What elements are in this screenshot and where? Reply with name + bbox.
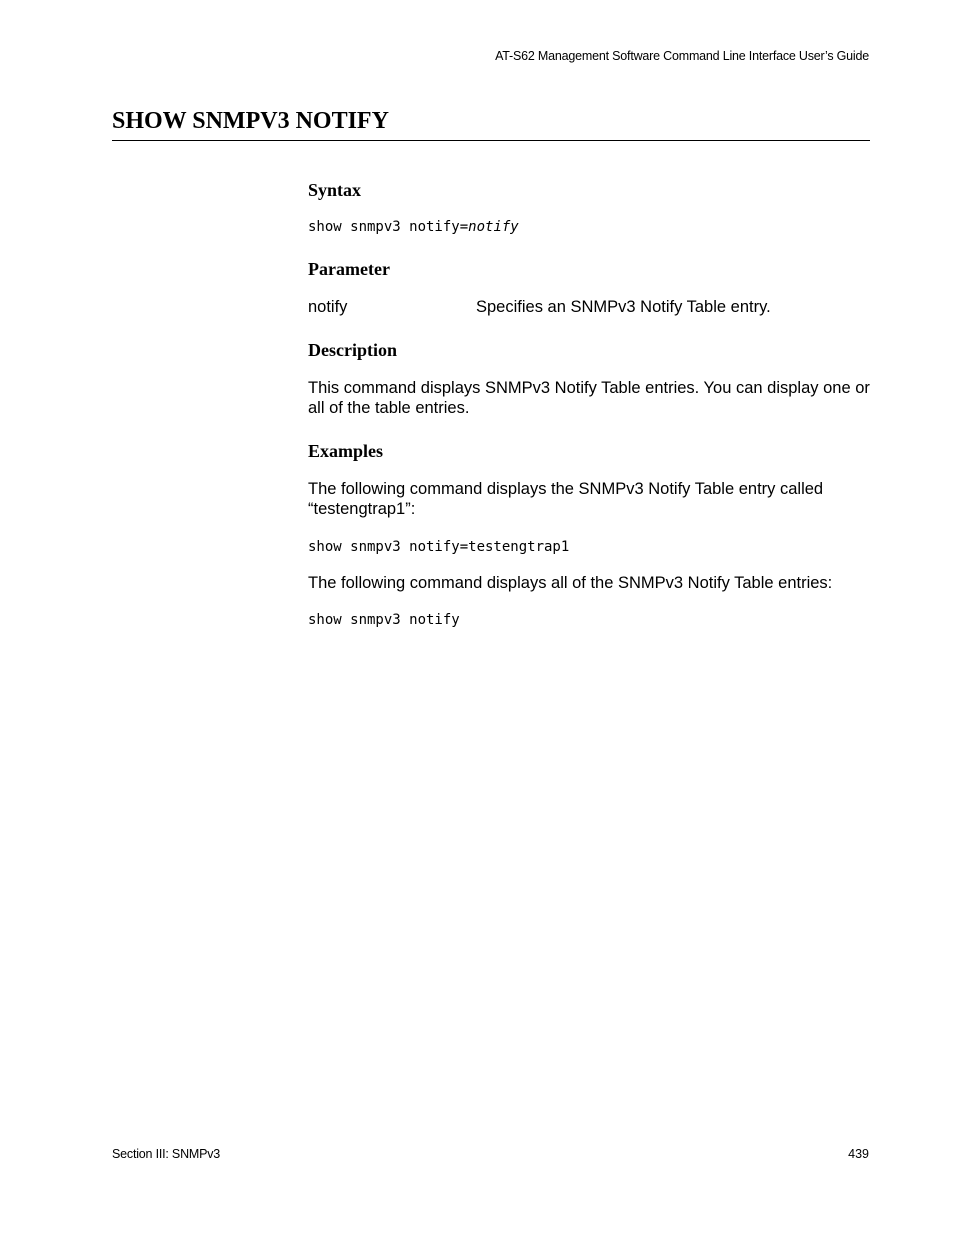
example2-code: show snmpv3 notify bbox=[308, 612, 460, 628]
syntax-command-variable: notify bbox=[468, 219, 519, 235]
example1-text: The following command displays the SNMPv3 Notify Table entry called “testengtrap1”: bbox=[308, 480, 824, 518]
running-header: AT-S62 Management Software Command Line Interface User’s Guide bbox=[495, 49, 869, 63]
footer-page-number: 439 bbox=[848, 1147, 869, 1161]
parameter-description: Specifies an SNMPv3 Notify Table entry. bbox=[476, 298, 771, 316]
syntax-command-prefix: show snmpv3 notify= bbox=[308, 219, 469, 235]
description-text: This command displays SNMPv3 Notify Table entries. You can display one or all of the table entries. bbox=[308, 379, 870, 417]
page-title: SHOW SNMPV3 NOTIFY bbox=[112, 107, 870, 141]
examples-heading: Examples bbox=[308, 441, 384, 461]
parameter-name: notify bbox=[308, 298, 348, 316]
footer-section: Section III: SNMPv3 bbox=[112, 1147, 221, 1161]
syntax-heading: Syntax bbox=[308, 180, 362, 200]
syntax-command bbox=[308, 218, 519, 236]
example1-code: show snmpv3 notify=testengtrap1 bbox=[308, 539, 570, 555]
example2-text: The following command displays all of the SNMPv3 Notify Table entries: bbox=[308, 574, 833, 592]
parameter-heading: Parameter bbox=[308, 259, 390, 279]
description-heading: Description bbox=[308, 340, 397, 360]
